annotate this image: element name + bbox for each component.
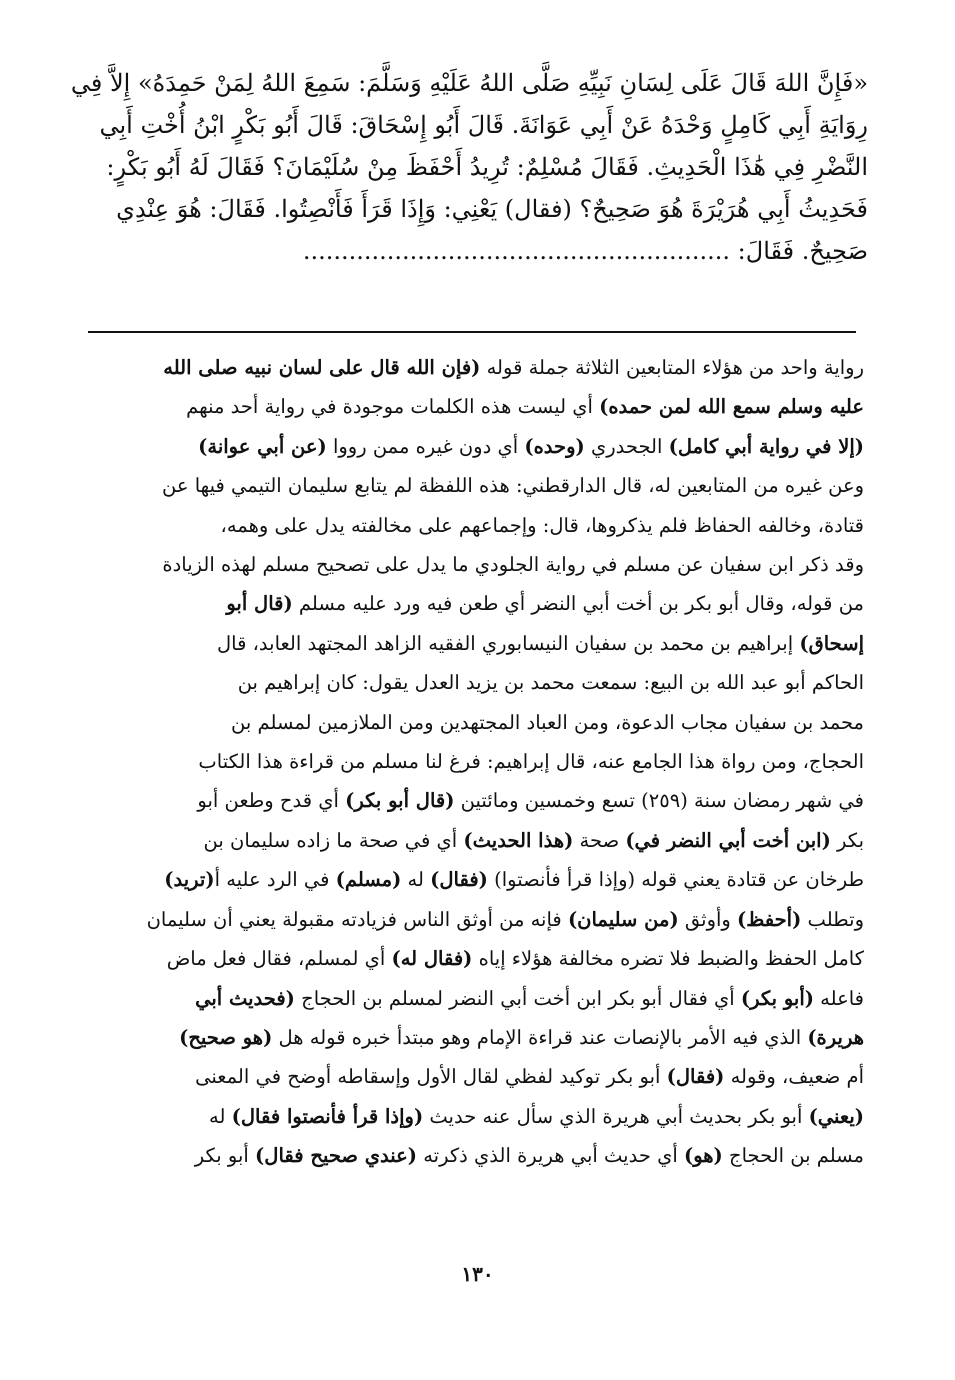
commentary-line: [84, 742, 864, 781]
commentary-segment: أبو بكر بحديث أبي هريرة الذي سأل عنه حديث: [423, 1104, 809, 1128]
commentary-segment: أم ضعيف، وقوله: [724, 1065, 864, 1089]
quoted-phrase: (هو): [683, 1144, 723, 1168]
quoted-phrase: (من سليمان): [567, 907, 679, 931]
quoted-phrase: (ابن أخت أبي النضر في): [625, 828, 831, 852]
commentary-line: [84, 348, 864, 387]
commentary-line: [84, 545, 864, 584]
quoted-phrase: (فإن الله قال على لسان نبيه صلى الله: [163, 356, 481, 379]
quoted-phrase: (وحده): [524, 434, 585, 458]
commentary-line: [84, 466, 864, 505]
commentary-segment: محمد بن سفيان مجاب الدعوة، ومن العباد المجتهدين ومن الملازمين لمسلم بن: [231, 710, 864, 734]
commentary-line: [84, 939, 864, 978]
commentary-line: [84, 860, 864, 899]
commentary-segment: في شهر رمضان سنة (٢٥٩) تسع وخمسين ومائتين: [454, 789, 864, 813]
hadith-line: صَحِيحٌ. فَقَالَ: ........................................................: [302, 237, 868, 265]
commentary-segment: إبراهيم بن محمد بن سفيان النيسابوري الفقيه الزاهد المجتهد العابد، قال: [217, 631, 800, 655]
hadith-line: رِوَايَةِ أَبِي كَامِلٍ وَحْدَهُ عَنْ أَبِي عَوَانَةَ. قَالَ أَبُو إِسْحَاقَ: قَالَ أَبُو بَكْرٍ ابْنُ أُخْتِ أَبِي: [99, 111, 868, 139]
commentary-line: [84, 1097, 864, 1136]
quoted-phrase: (قال أبو: [226, 592, 293, 616]
commentary-segment: له: [209, 1104, 232, 1128]
quoted-phrase: (فقال): [430, 868, 488, 892]
commentary-segment: أبو بكر توكيد لفظي لقال الأول وإسقاطه أوضح في المعنى: [195, 1065, 667, 1089]
commentary-segment: الجحدري: [584, 434, 669, 458]
quoted-phrase: (فقال له): [391, 947, 473, 971]
hadith-line: فَحَدِيثُ أَبِي هُرَيْرَةَ هُوَ صَحِيحٌ؟ (فقال) يَعْنِي: وَإِذَا قَرَأَ فَأَنْصِتُوا. فَقَالَ: هُوَ عِنْدِي: [116, 195, 868, 223]
commentary-segment: قتادة، وخالفه الحفاظ فلم يذكروها، قال: وإجماعهم على مخالفته يدل على وهمه،: [220, 513, 864, 537]
commentary-line: [84, 624, 864, 663]
quoted-phrase: (أحفظ): [737, 907, 802, 931]
commentary-line: [84, 663, 864, 702]
commentary-line: [84, 1136, 864, 1175]
quoted-phrase: (عن أبي عوانة): [198, 434, 327, 458]
commentary-segment: الذي فيه الأمر بالإنصات عند قراءة الإمام وهو مبتدأ خبره قوله هل: [272, 1025, 808, 1049]
commentary-segment: أي لمسلم، فقال فعل ماض: [166, 947, 392, 971]
commentary-segment: في الرد عليه أ: [214, 868, 336, 892]
quoted-phrase: (تريد): [164, 868, 215, 892]
hadith-text: [70, 62, 868, 272]
commentary-segment: طرخان عن قتادة يعني قوله (وإذا قرأ فأنصتوا): [487, 868, 864, 892]
quoted-phrase: إسحاق): [799, 631, 864, 655]
section-divider: [88, 331, 856, 333]
quoted-phrase: (هو صحيح): [179, 1025, 273, 1049]
commentary-line: [84, 1018, 864, 1057]
commentary-segment: أي دون غيره ممن رووا: [326, 434, 525, 458]
commentary-segment: أي قدح وطعن أبو: [197, 789, 346, 813]
quoted-phrase: (إلا في رواية أبي كامل): [668, 434, 864, 458]
quoted-phrase: (مسلم): [335, 868, 402, 892]
quoted-phrase: (وإذا قرأ فأنصتوا فقال): [231, 1104, 424, 1128]
commentary-line: [84, 506, 864, 545]
commentary-line: [84, 900, 864, 939]
quoted-phrase: (قال أبو بكر): [345, 789, 455, 813]
quoted-phrase: (فحديث أبي: [195, 986, 295, 1010]
commentary-segment: مسلم بن الحجاج: [722, 1144, 864, 1168]
commentary-line: [84, 584, 864, 623]
commentary-segment: الحجاج، ومن رواة هذا الجامع عنه، قال إبراهيم: فرغ لنا مسلم من قراءة هذا الكتاب: [198, 750, 864, 774]
hadith-line: «فَإِنَّ اللهَ قَالَ عَلَى لِسَانِ نَبِيِّهِ صَلَّى اللهُ عَلَيْهِ وَسَلَّمَ: سَمِعَ اللهُ لِمَنْ حَمِدَهُ» إِلاَّ فِي: [70, 69, 868, 97]
commentary-segment: الحاكم أبو عبد الله بن البيع: سمعت محمد بن يزيد العدل يقول: كان إبراهيم بن: [237, 671, 864, 695]
quoted-phrase: (يعني): [808, 1104, 864, 1128]
commentary-line: [84, 1057, 864, 1096]
commentary-segment: وأوثق: [678, 907, 738, 931]
quoted-phrase: (أبو بكر): [740, 986, 814, 1010]
page-number: ١٣٠: [461, 1262, 494, 1286]
commentary-line: [84, 703, 864, 742]
commentary-segment: أبو بكر: [194, 1144, 256, 1168]
commentary-line: [84, 387, 864, 426]
commentary-line: [84, 821, 864, 860]
hadith-line: النَّضْرِ فِي هَٰذَا الْحَدِيثِ. فَقَالَ مُسْلِمٌ: تُرِيدُ أَحْفَظَ مِنْ سُلَيْمَانَ؟ فَقَالَ لَهُ أَبُو بَكْرٍ:: [106, 153, 868, 181]
commentary-segment: وتطلب: [801, 907, 864, 931]
quoted-phrase: عليه وسلم سمع الله لمن حمده): [599, 395, 864, 419]
commentary-segment: وقد ذكر ابن سفيان عن مسلم في رواية الجلودي ما يدل على تصحيح مسلم لهذه الزيادة: [162, 553, 864, 577]
commentary-segment: له: [401, 868, 431, 892]
commentary-line: [84, 427, 864, 466]
commentary-segment: أي ليست هذه الكلمات موجودة في رواية أحد منهم: [186, 395, 600, 419]
quoted-phrase: (هذا الحديث): [463, 828, 574, 852]
commentary-segment: رواية واحد من هؤلاء المتابعين الثلاثة جملة قوله: [480, 356, 864, 379]
commentary-segment: بكر: [830, 828, 864, 852]
commentary-line: [84, 979, 864, 1018]
commentary-segment: صحة: [573, 828, 626, 852]
commentary-segment: أي حديث أبي هريرة الذي ذكرته: [417, 1144, 684, 1168]
commentary-segment: وعن غيره من المتابعين له، قال الدارقطني: هذه اللفظة لم يتابع سليمان التيمي فيها عن: [162, 474, 864, 498]
quoted-phrase: هريرة): [807, 1025, 864, 1049]
commentary-segment: فإنه من أوثق الناس فزيادته مقبولة يعني أن سليمان: [146, 907, 568, 931]
quoted-phrase: (فقال): [666, 1065, 725, 1089]
commentary-segment: أي فقال أبو بكر ابن أخت أبي النضر لمسلم بن الحجاج: [294, 986, 741, 1010]
quoted-phrase: (عندي صحيح فقال): [255, 1144, 418, 1168]
commentary-segment: أي في صحة ما زاده سليمان بن: [203, 828, 464, 852]
commentary-segment: من قوله، وقال أبو بكر بن أخت أبي النضر أي طعن فيه ورد عليه مسلم: [292, 592, 864, 616]
commentary-text: [84, 348, 864, 1176]
commentary-line: [84, 781, 864, 820]
commentary-segment: كامل الحفظ والضبط فلا تضره مخالفة هؤلاء إياه: [472, 947, 864, 971]
commentary-segment: فاعله: [813, 986, 864, 1010]
